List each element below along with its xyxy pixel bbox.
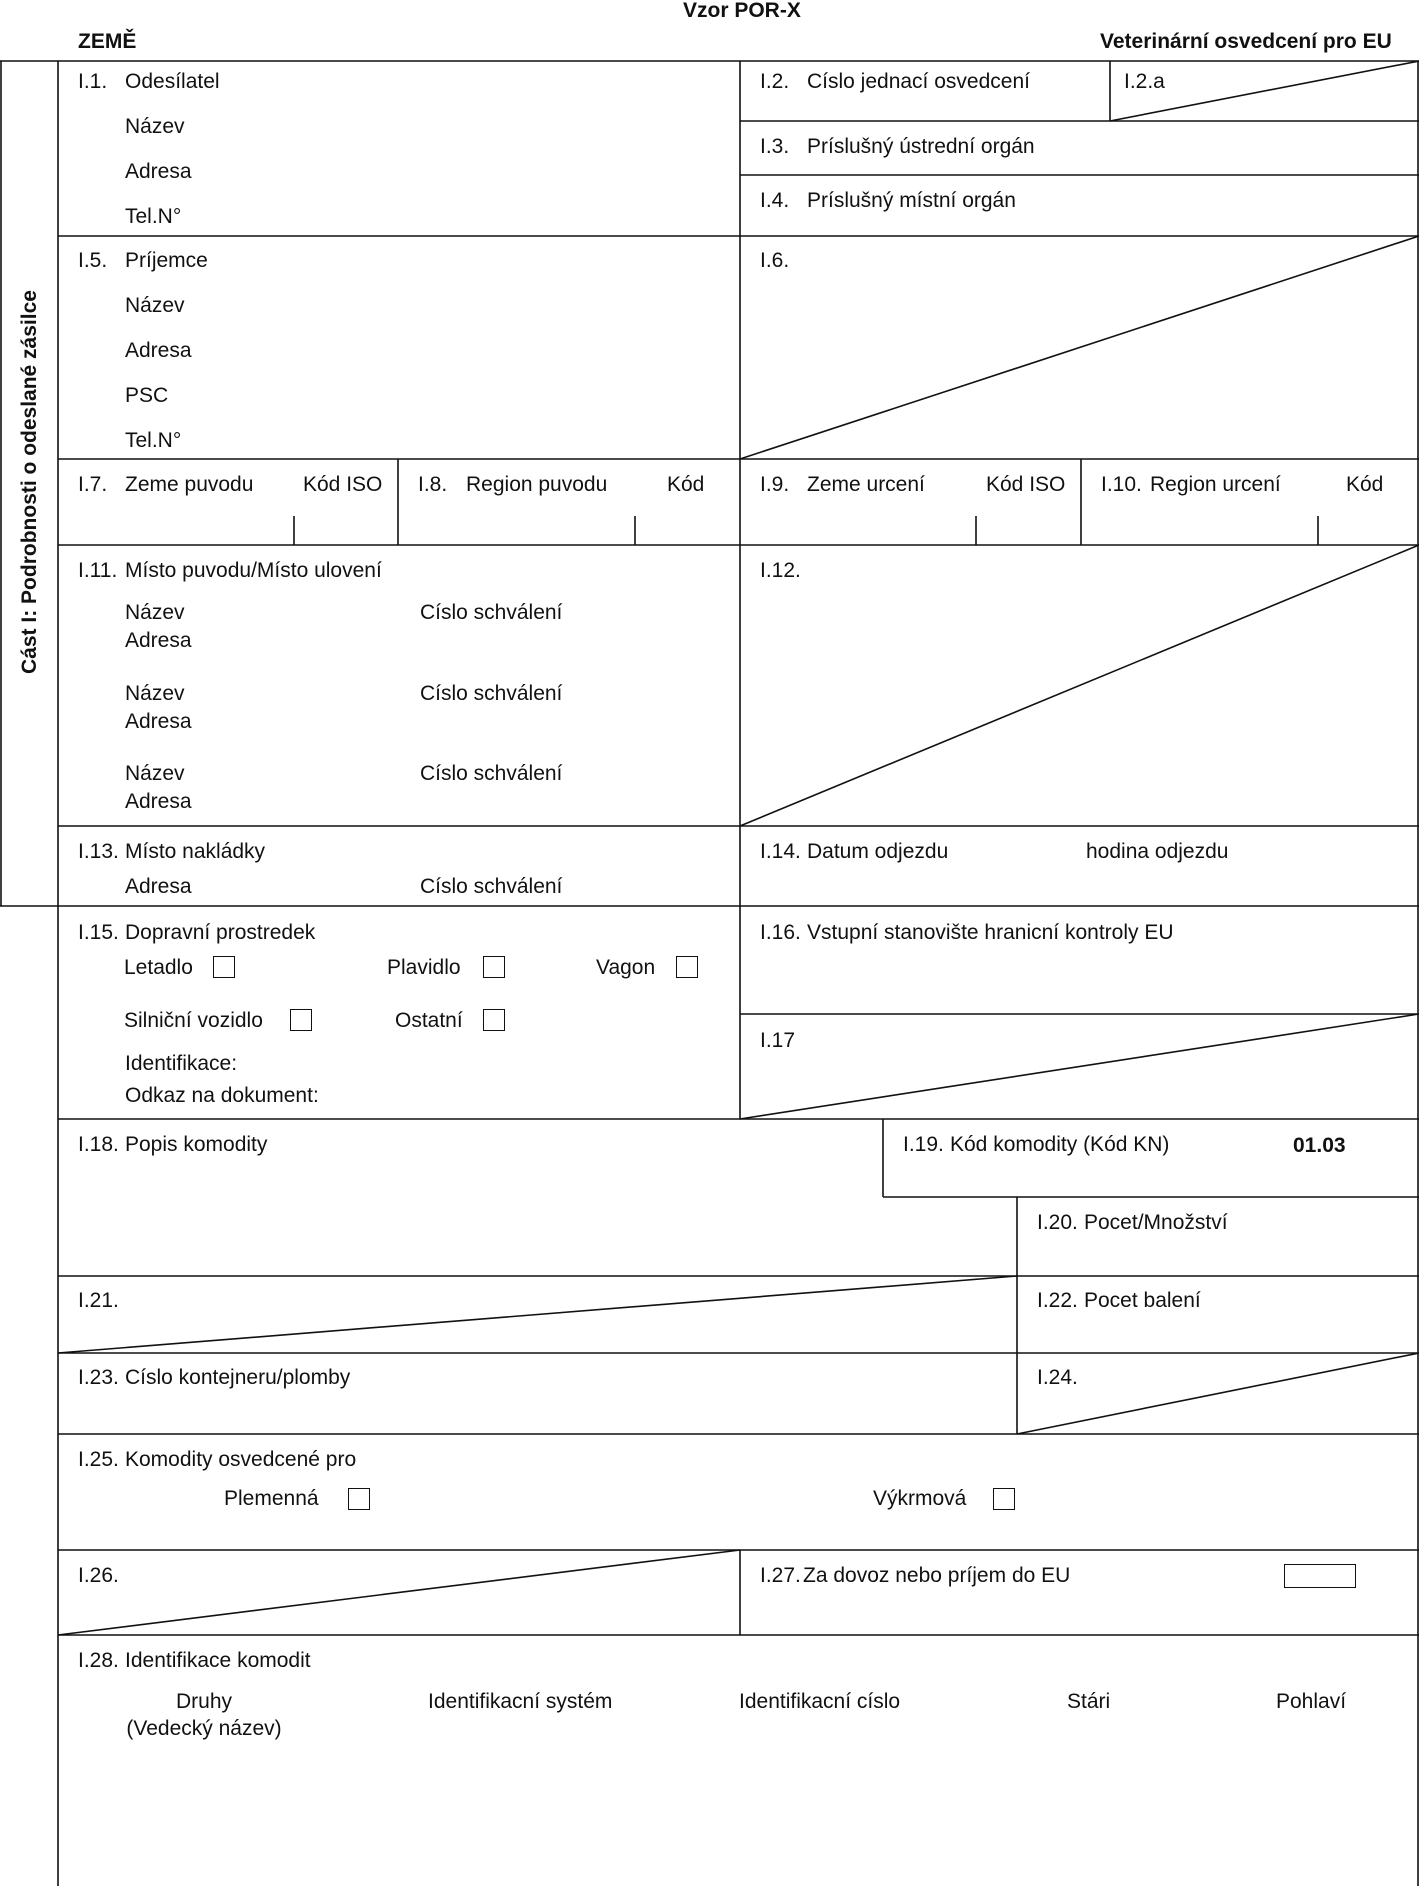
I19-commodity-code: 01.03 [1293, 1134, 1346, 1157]
I5-name-label: Název [125, 294, 185, 317]
I10-code-label: Kód [1346, 473, 1384, 496]
I28-column-age: Stári [1067, 1690, 1111, 1713]
I15-document-label: Odkaz na dokument: [125, 1084, 319, 1107]
I7-number: I.7. [78, 473, 108, 496]
I1-tel-label: Tel.N° [125, 205, 182, 228]
I27-number: I.27. [760, 1564, 801, 1587]
transport-road-checkbox[interactable] [290, 1009, 312, 1031]
I28-number: I.28. [78, 1649, 119, 1672]
I11-entry-address: Adresa [125, 629, 192, 652]
I11-entry-name: Název [125, 682, 185, 705]
I11-entry-name: Název [125, 762, 185, 785]
I6-number: I.6. [760, 249, 790, 272]
I25-number: I.25. [78, 1448, 119, 1471]
I22-number: I.22. [1037, 1289, 1078, 1312]
I14-time-label: hodina odjezdu [1086, 840, 1229, 863]
I16-title: Vstupní stanovište hranicní kontroly EU [807, 921, 1174, 944]
I17-number: I.17 [760, 1029, 796, 1052]
I4-title: Príslušný místní orgán [807, 189, 1016, 212]
I4-number: I.4. [760, 189, 790, 212]
I20-number: I.20. [1037, 1211, 1078, 1234]
I10-number: I.10. [1101, 473, 1142, 496]
I11-entry-approval: Císlo schválení [420, 762, 563, 785]
transport-wagon-checkbox[interactable] [676, 956, 698, 978]
I28-column-species-sub: (Vedecký název) [126, 1717, 282, 1740]
I5-address-label: Adresa [125, 339, 192, 362]
I2-number: I.2. [760, 70, 790, 93]
I7-code-label: Kód ISO [303, 473, 383, 496]
fattening-checkbox[interactable] [993, 1488, 1015, 1510]
I14-title: Datum odjezdu [807, 840, 949, 863]
I11-entry-approval: Císlo schválení [420, 601, 563, 624]
I13-title: Místo nakládky [125, 840, 266, 863]
I28-column-id-number: Identifikacní císlo [739, 1690, 901, 1713]
certificate-title: Veterinární osvedcení pro EU [1100, 30, 1392, 53]
strike-I17 [740, 1014, 1419, 1119]
I5-number: I.5. [78, 249, 108, 272]
I13-address-label: Adresa [125, 875, 192, 898]
I5-tel-label: Tel.N° [125, 429, 182, 452]
I3-title: Príslušný ústrední orgán [807, 135, 1035, 158]
I9-number: I.9. [760, 473, 790, 496]
transport-option-other-label: Ostatní [395, 1009, 463, 1032]
I1-title: Odesílatel [125, 70, 220, 93]
I22-title: Pocet balení [1084, 1289, 1201, 1312]
I19-number: I.19. [903, 1133, 944, 1156]
I28-title: Identifikace komodit [125, 1649, 311, 1672]
I9-code-label: Kód ISO [986, 473, 1066, 496]
I28-column-id-system: Identifikacní systém [428, 1690, 613, 1713]
I23-title: Císlo kontejneru/plomby [125, 1366, 351, 1389]
I7-title: Zeme puvodu [125, 473, 254, 496]
I27-entry-field[interactable] [1284, 1564, 1356, 1588]
I9-title: Zeme urcení [807, 473, 925, 496]
I12-number: I.12. [760, 559, 801, 582]
transport-option-vessel-label: Plavidlo [387, 956, 461, 979]
I15-identification-label: Identifikace: [125, 1052, 238, 1075]
I11-entry-name: Název [125, 601, 185, 624]
I5-postcode-label: PSC [125, 384, 169, 407]
I5-title: Príjemce [125, 249, 208, 272]
part-one-side-label: Cást I: Podrobnosti o odeslané zásilce [18, 290, 41, 674]
transport-option-aircraft-label: Letadlo [124, 956, 193, 979]
model-title: Vzor POR-X [683, 0, 801, 22]
I10-title: Region urcení [1150, 473, 1281, 496]
breeding-label: Plemenná [224, 1487, 319, 1510]
I18-title: Popis komodity [125, 1133, 268, 1156]
I1-address-label: Adresa [125, 160, 192, 183]
transport-option-wagon-label: Vagon [596, 956, 656, 979]
I1-number: I.1. [78, 70, 108, 93]
I11-title: Místo puvodu/Místo ulovení [125, 559, 382, 582]
I13-number: I.13. [78, 840, 119, 863]
I1-name-label: Název [125, 115, 185, 138]
I2-title: Císlo jednací osvedcení [807, 70, 1030, 93]
I28-column-sex: Pohlaví [1276, 1690, 1347, 1713]
transport-other-checkbox[interactable] [483, 1009, 505, 1031]
I21-number: I.21. [78, 1289, 119, 1312]
transport-vessel-checkbox[interactable] [483, 956, 505, 978]
breeding-checkbox[interactable] [348, 1488, 370, 1510]
I27-title: Za dovoz nebo príjem do EU [803, 1564, 1071, 1587]
strike-I26 [58, 1550, 740, 1635]
I8-number: I.8. [418, 473, 448, 496]
country-label: ZEMĚ [78, 30, 137, 53]
strike-I12 [740, 545, 1419, 826]
I28-column-species: Druhy [175, 1690, 233, 1713]
I25-title: Komodity osvedcené pro [125, 1448, 357, 1471]
I15-number: I.15. [78, 921, 119, 944]
I23-number: I.23. [78, 1366, 119, 1389]
I19-title: Kód komodity (Kód KN) [950, 1133, 1170, 1156]
I18-number: I.18. [78, 1133, 119, 1156]
transport-aircraft-checkbox[interactable] [213, 956, 235, 978]
I11-number: I.11. [78, 559, 118, 582]
I24-number: I.24. [1037, 1366, 1078, 1389]
I13-approval-label: Císlo schválení [420, 875, 563, 898]
I2a-number: I.2.a [1124, 70, 1165, 93]
I26-number: I.26. [78, 1564, 119, 1587]
strike-I21 [58, 1276, 1017, 1353]
I14-number: I.14. [760, 840, 801, 863]
I11-entry-address: Adresa [125, 710, 192, 733]
I15-title: Dopravní prostredek [125, 921, 316, 944]
I11-entry-address: Adresa [125, 790, 192, 813]
I11-entry-approval: Císlo schválení [420, 682, 563, 705]
transport-option-road-label: Silniční vozidlo [124, 1009, 263, 1032]
strike-I6 [740, 236, 1419, 459]
I8-title: Region puvodu [466, 473, 608, 496]
I3-number: I.3. [760, 135, 790, 158]
I16-number: I.16. [760, 921, 801, 944]
I8-code-label: Kód [667, 473, 705, 496]
fattening-label: Výkrmová [873, 1487, 967, 1510]
I20-title: Pocet/Množství [1084, 1211, 1228, 1234]
